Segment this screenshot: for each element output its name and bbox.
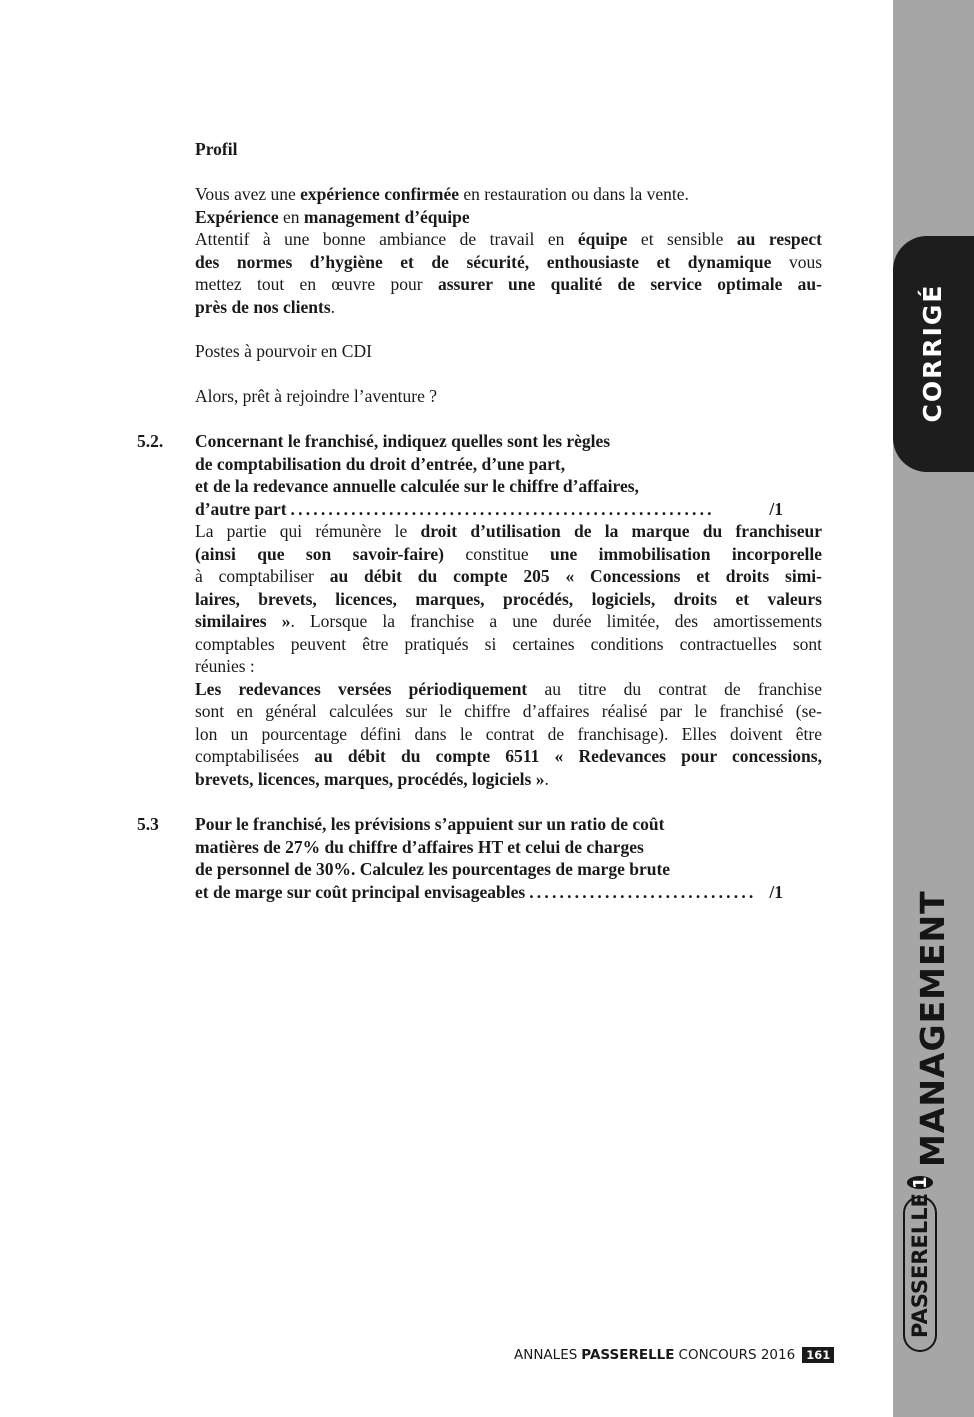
answer-line: Les redevances versées périodiquement au titre du contrat de franchise	[195, 678, 822, 699]
answer-line: La partie qui rémunère le droit d’utilisation de la marque du franchiseur	[195, 521, 823, 541]
answer-line: comptabilisées au débit du compte 6511 « Redevances pour concessions,	[195, 746, 822, 766]
brand-logo	[903, 1176, 939, 1352]
profil-heading: Profil	[195, 139, 238, 159]
profil-line: mettez tout en œuvre pour assurer une qualité de service optimale au-	[195, 274, 822, 294]
question-line: Pour le franchisé, les prévisions s’appuient sur un ratio de coût	[195, 814, 665, 834]
answer-line: brevets, licences, marques, procédés, logiciels ».	[195, 768, 549, 789]
footer-brand: PASSERELLE	[581, 1346, 675, 1363]
answer-line: laires, brevets, licences, marques, procédés, logiciels, droits et valeurs	[195, 588, 822, 609]
section-tab-label: CORRIGÉ	[918, 283, 947, 423]
page-number: 161	[802, 1347, 834, 1363]
answer-line: sont en général calculées sur le chiffre d’affaires réalisé par le franchisé (se-	[195, 701, 822, 721]
question-number: 5.2.	[137, 431, 164, 451]
profil-line: Attentif à une bonne ambiance de travail en équipe et sensible au respect	[195, 229, 822, 249]
answer-line: lon un pourcentage défini dans le contrat de franchisage). Elles doivent être	[195, 723, 822, 744]
answer-line: (ainsi que son savoir-faire) constitue une immobilisation incorporelle	[195, 543, 822, 564]
question-line: de comptabilisation du droit d’entrée, d’une part,	[195, 453, 566, 474]
profil-line: Vous avez une expérience confirmée en restauration ou dans la vente.	[195, 184, 689, 204]
profil-paragraph	[195, 183, 822, 318]
page-footer	[514, 1346, 834, 1364]
question-line: et de la redevance annuelle calculée sur le chiffre d’affaires,	[195, 476, 639, 496]
question-5-2	[195, 430, 822, 790]
question-score-line: et de marge sur coût principal envisageables .............................. /1	[195, 881, 783, 902]
question-5-3	[195, 813, 822, 903]
question-line: de personnel de 30%. Calculez les pourcentages de marge brute	[195, 859, 671, 879]
subject-label: MANAGEMENT	[913, 890, 952, 1167]
profil-line: près de nos clients.	[195, 296, 335, 317]
answer-line: similaires ». Lorsque la franchise a une durée limitée, des amortissements	[195, 611, 822, 631]
footer-prefix: ANNALES	[514, 1346, 578, 1363]
aventure-text: Alors, prêt à rejoindre l’aventure ?	[195, 386, 437, 406]
score: /1	[769, 881, 783, 902]
dot-leader: ........................................................	[290, 498, 715, 519]
dot-leader: ..............................	[529, 881, 757, 902]
score: /1	[769, 498, 783, 519]
profil-line: Expérience en management d’équipe	[195, 206, 470, 227]
postes-text: Postes à pourvoir en CDI	[195, 341, 372, 361]
brand-name: PASSERELLE	[908, 1193, 932, 1338]
question-number: 5.3	[137, 814, 159, 834]
answer-line: à comptabiliser au débit du compte 205 « Concessions et droits simi-	[195, 566, 822, 586]
question-line: matières de 27% du chiffre d’affaires HT et celui de charges	[195, 836, 644, 857]
answer-line: comptables peuvent être pratiqués si certaines conditions contractuelles sont	[195, 633, 822, 654]
answer-line: réunies :	[195, 656, 255, 676]
profil-line: des normes d’hygiène et de sécurité, enthousiaste et dynamique vous	[195, 251, 822, 272]
question-score-line: d’autre part ........................................................ /1	[195, 498, 783, 519]
footer-suffix: CONCOURS 2016	[678, 1346, 796, 1363]
question-line: Concernant le franchisé, indiquez quelles sont les règles	[195, 431, 611, 451]
brand-number: 1	[907, 1176, 933, 1189]
